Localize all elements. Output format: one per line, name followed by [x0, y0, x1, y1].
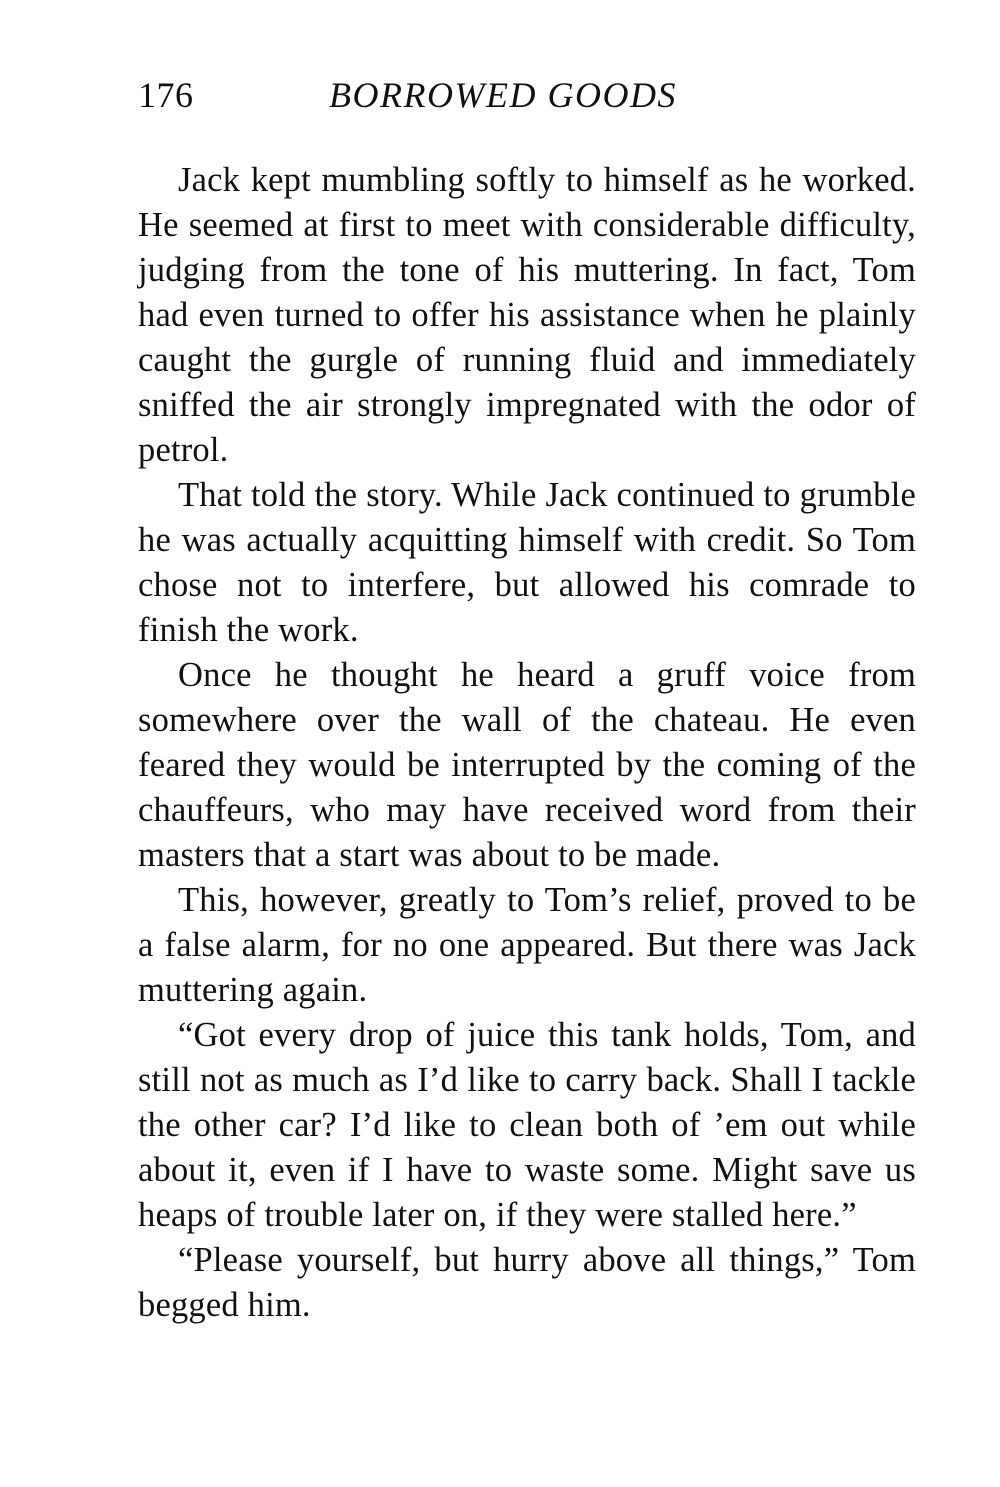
paragraph: “Please yourself, but hurry above all things,” Tom begged him. — [138, 1241, 916, 1324]
paragraph: Once he thought he heard a gruff voice from somewhere over the wall of the chateau. He even feared they would be interrupted by the coming of the chauffeurs, who may have received word from their masters that a start was about to be made. — [138, 656, 916, 874]
book-page — [138, 70, 916, 1450]
paragraph: “Got every drop of juice this tank holds, Tom, and still not as much as I’d like to carry back. Shall I tackle the other car? I’d like to clean both of ’em out while about it, even if I have to waste some. Might save us heaps of trouble later on, if they were stalled here.” — [138, 1016, 916, 1234]
paragraph: This, however, greatly to Tom’s relief, proved to be a false alarm, for no one appeared. But there was Jack muttering again. — [138, 881, 916, 1009]
paragraph: That told the story. While Jack continued to grumble he was actually acquitting himself with credit. So Tom chose not to interfere, but allowed his comrade to finish the work. — [138, 476, 916, 649]
running-head: BORROWED GOODS — [329, 75, 677, 115]
page-header — [138, 70, 916, 120]
paragraph: Jack kept mumbling softly to himself as he worked. He seemed at first to meet with considerable difficulty, judging from the tone of his muttering. In fact, Tom had even turned to offer his assistance when he plainly caught the gurgle of running fluid and immediately sniffed the air strongly impregnated with the odor of petrol. — [138, 161, 916, 469]
page-number: 176 — [138, 75, 194, 115]
body-text — [138, 158, 916, 1328]
